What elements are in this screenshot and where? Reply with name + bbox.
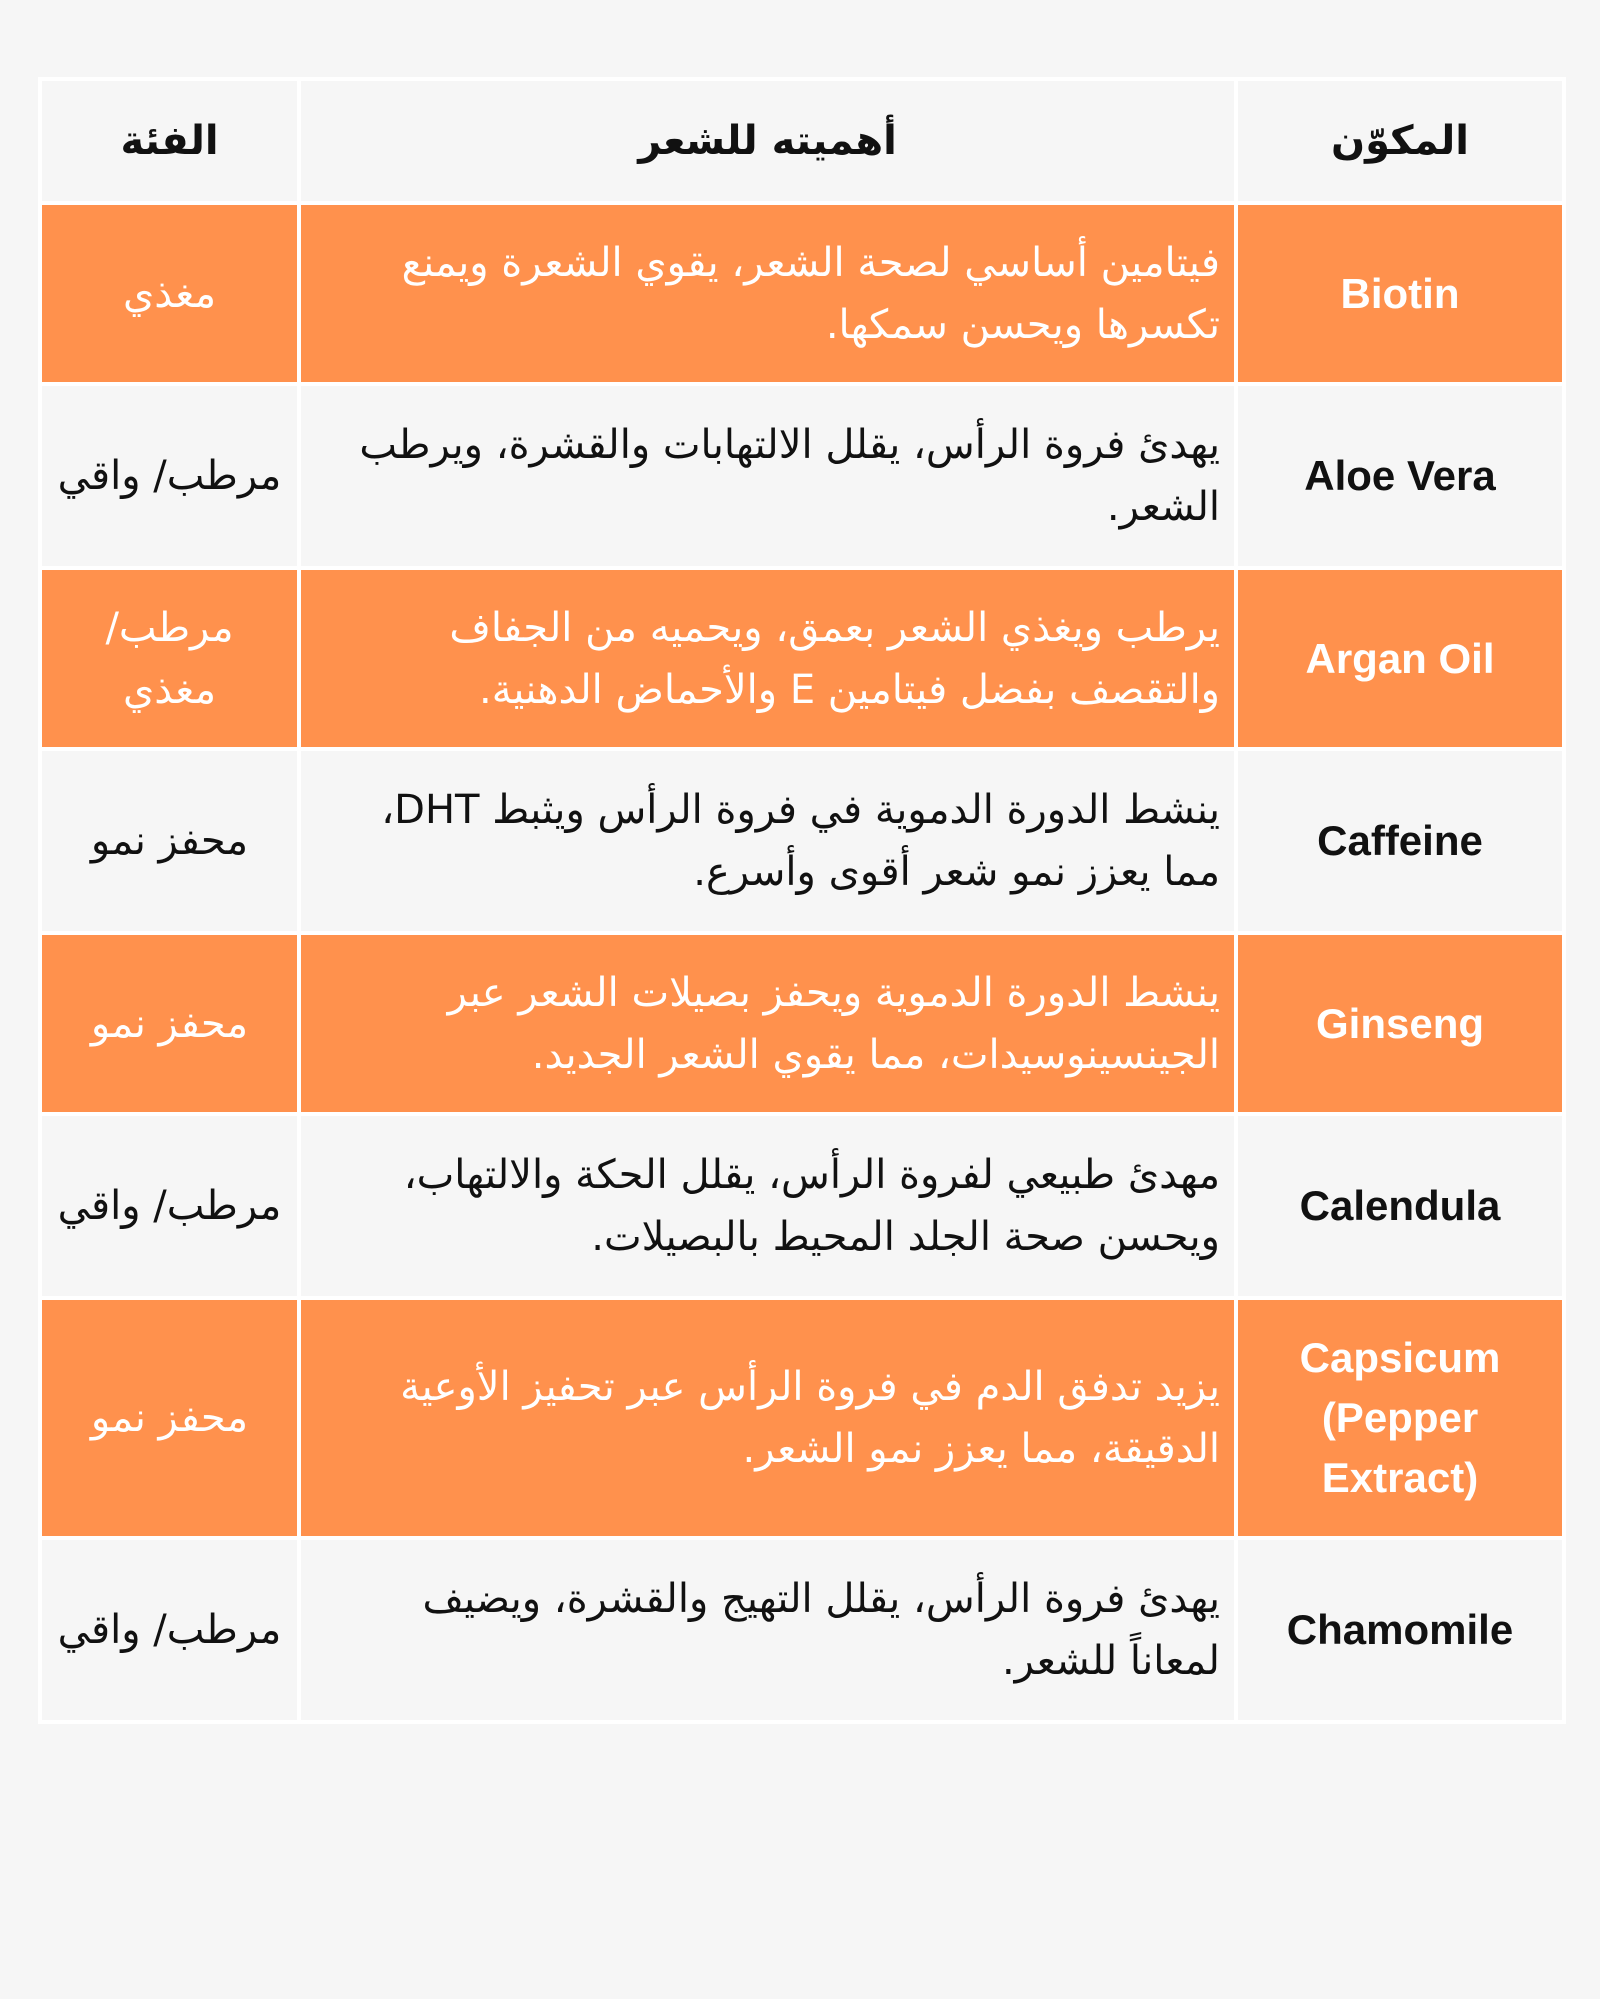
ingredient-cell: Argan Oil [1236, 568, 1564, 749]
header-category: الفئة [40, 79, 299, 203]
ingredient-cell: Ginseng [1236, 933, 1564, 1114]
category-cell: محفز نمو [40, 1298, 299, 1538]
ingredient-cell: Caffeine [1236, 749, 1564, 933]
importance-cell: ينشط الدورة الدموية في فروة الرأس ويثبط DHT، مما يعزز نمو شعر أقوى وأسرع. [299, 749, 1236, 933]
header-importance: أهميته للشعر [299, 79, 1236, 203]
ingredient-cell: Capsicum (Pepper Extract) [1236, 1298, 1564, 1538]
table-header-row [40, 79, 1564, 203]
category-cell: محفز نمو [40, 933, 299, 1114]
ingredient-cell: Biotin [1236, 203, 1564, 384]
category-cell: مرطب/ واقي [40, 384, 299, 568]
ingredient-cell: Aloe Vera [1236, 384, 1564, 568]
table-row-ginseng [40, 933, 1564, 1114]
table-row-caffeine [40, 749, 1564, 933]
table-row-argan-oil [40, 568, 1564, 749]
importance-cell: فيتامين أساسي لصحة الشعر، يقوي الشعرة ويمنع تكسرها ويحسن سمكها. [299, 203, 1236, 384]
category-cell: محفز نمو [40, 749, 299, 933]
category-cell: مرطب/ مغذي [40, 568, 299, 749]
category-cell: مرطب/ واقي [40, 1114, 299, 1298]
category-cell: مغذي [40, 203, 299, 384]
importance-cell: يزيد تدفق الدم في فروة الرأس عبر تحفيز الأوعية الدقيقة، مما يعزز نمو الشعر. [299, 1298, 1236, 1538]
ingredients-table [38, 77, 1566, 1724]
ingredient-cell: Chamomile [1236, 1538, 1564, 1722]
table-row-chamomile [40, 1538, 1564, 1722]
importance-cell: مهدئ طبيعي لفروة الرأس، يقلل الحكة والالتهاب، ويحسن صحة الجلد المحيط بالبصيلات. [299, 1114, 1236, 1298]
ingredient-cell: Calendula [1236, 1114, 1564, 1298]
table-row-capsicum [40, 1298, 1564, 1538]
importance-cell: ينشط الدورة الدموية ويحفز بصيلات الشعر عبر الجينسينوسيدات، مما يقوي الشعر الجديد. [299, 933, 1236, 1114]
importance-cell: يرطب ويغذي الشعر بعمق، ويحميه من الجفاف والتقصف بفضل فيتامين E والأحماض الدهنية. [299, 568, 1236, 749]
ingredients-table-container [38, 77, 1562, 1724]
category-cell: مرطب/ واقي [40, 1538, 299, 1722]
table-row-calendula [40, 1114, 1564, 1298]
table-row-biotin [40, 203, 1564, 384]
importance-cell: يهدئ فروة الرأس، يقلل الالتهابات والقشرة، ويرطب الشعر. [299, 384, 1236, 568]
table-row-aloe-vera [40, 384, 1564, 568]
header-ingredient: المكوّن [1236, 79, 1564, 203]
importance-cell: يهدئ فروة الرأس، يقلل التهيج والقشرة، ويضيف لمعاناً للشعر. [299, 1538, 1236, 1722]
